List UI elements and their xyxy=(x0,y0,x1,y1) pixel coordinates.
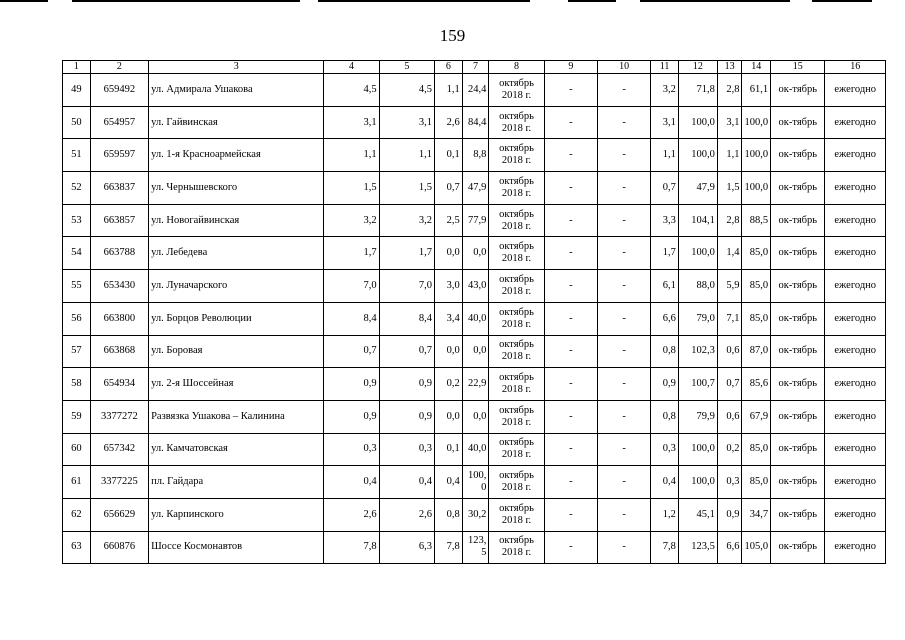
row-number: 54 xyxy=(63,237,91,270)
col4-value: 1,7 xyxy=(324,237,379,270)
table-row xyxy=(63,139,886,172)
col7-value: 47,9 xyxy=(462,172,489,205)
frequency: ежегодно xyxy=(825,400,886,433)
col7-value: 0,0 xyxy=(462,335,489,368)
col9-value: - xyxy=(544,139,597,172)
col5-value: 1,5 xyxy=(379,172,434,205)
col6-value: 3,0 xyxy=(435,270,463,303)
frequency: ежегодно xyxy=(825,498,886,531)
frequency: ежегодно xyxy=(825,139,886,172)
col13-value: 2,8 xyxy=(717,204,742,237)
col5-value: 0,4 xyxy=(379,466,434,499)
col11-value: 6,6 xyxy=(651,302,679,335)
road-id: 659597 xyxy=(90,139,148,172)
col10-value: - xyxy=(597,335,650,368)
col7-value: 0,0 xyxy=(462,237,489,270)
col11-value: 0,4 xyxy=(651,466,679,499)
col12-value: 100,0 xyxy=(678,106,717,139)
col10-value: - xyxy=(597,368,650,401)
col13-value: 0,7 xyxy=(717,368,742,401)
col11-value: 0,8 xyxy=(651,335,679,368)
street-name: Развязка Ушакова – Калинина xyxy=(149,400,324,433)
col5-value: 3,1 xyxy=(379,106,434,139)
row-number: 61 xyxy=(63,466,91,499)
column-header-4: 4 xyxy=(324,61,379,74)
inspection-date: октябрь 2018 г. xyxy=(489,172,544,205)
col7-value: 77,9 xyxy=(462,204,489,237)
col9-value: - xyxy=(544,237,597,270)
period: ок-тябрь xyxy=(771,139,825,172)
street-name: ул. Лебедева xyxy=(149,237,324,270)
col11-value: 1,2 xyxy=(651,498,679,531)
col14-value: 87,0 xyxy=(742,335,771,368)
col10-value: - xyxy=(597,270,650,303)
col12-value: 100,0 xyxy=(678,433,717,466)
road-id: 663788 xyxy=(90,237,148,270)
street-name: ул. Чернышевского xyxy=(149,172,324,205)
page-number: 159 xyxy=(439,26,466,45)
col11-value: 3,2 xyxy=(651,74,679,107)
col4-value: 2,6 xyxy=(324,498,379,531)
period: ок-тябрь xyxy=(771,204,825,237)
inspection-date: октябрь 2018 г. xyxy=(489,466,544,499)
period: ок-тябрь xyxy=(771,433,825,466)
col4-value: 0,9 xyxy=(324,368,379,401)
col4-value: 4,5 xyxy=(324,74,379,107)
col6-value: 3,4 xyxy=(435,302,463,335)
table-row xyxy=(63,302,886,335)
col13-value: 0,2 xyxy=(717,433,742,466)
col7-value: 100,0 xyxy=(462,466,489,499)
col6-value: 0,8 xyxy=(435,498,463,531)
col6-value: 2,6 xyxy=(435,106,463,139)
column-number-row xyxy=(63,61,886,74)
period: ок-тябрь xyxy=(771,270,825,303)
road-id: 654957 xyxy=(90,106,148,139)
col12-value: 100,0 xyxy=(678,139,717,172)
inspection-date: октябрь 2018 г. xyxy=(489,74,544,107)
col14-value: 88,5 xyxy=(742,204,771,237)
row-number: 58 xyxy=(63,368,91,401)
row-number: 59 xyxy=(63,400,91,433)
col9-value: - xyxy=(544,400,597,433)
table-row xyxy=(63,270,886,303)
table-row xyxy=(63,172,886,205)
col12-value: 88,0 xyxy=(678,270,717,303)
row-number: 53 xyxy=(63,204,91,237)
col13-value: 5,9 xyxy=(717,270,742,303)
col12-value: 100,7 xyxy=(678,368,717,401)
column-header-1: 1 xyxy=(63,61,91,74)
road-id: 659492 xyxy=(90,74,148,107)
col6-value: 0,7 xyxy=(435,172,463,205)
col11-value: 0,9 xyxy=(651,368,679,401)
col9-value: - xyxy=(544,433,597,466)
col10-value: - xyxy=(597,498,650,531)
col6-value: 2,5 xyxy=(435,204,463,237)
col6-value: 0,2 xyxy=(435,368,463,401)
col9-value: - xyxy=(544,106,597,139)
col13-value: 7,1 xyxy=(717,302,742,335)
col13-value: 1,1 xyxy=(717,139,742,172)
col5-value: 0,3 xyxy=(379,433,434,466)
col11-value: 1,7 xyxy=(651,237,679,270)
period: ок-тябрь xyxy=(771,498,825,531)
row-number: 55 xyxy=(63,270,91,303)
col14-value: 67,9 xyxy=(742,400,771,433)
column-header-7: 7 xyxy=(462,61,489,74)
col12-value: 79,0 xyxy=(678,302,717,335)
inspection-date: октябрь 2018 г. xyxy=(489,270,544,303)
col4-value: 0,7 xyxy=(324,335,379,368)
inspection-date: октябрь 2018 г. xyxy=(489,498,544,531)
col6-value: 0,1 xyxy=(435,433,463,466)
col7-value: 8,8 xyxy=(462,139,489,172)
frequency: ежегодно xyxy=(825,368,886,401)
col9-value: - xyxy=(544,531,597,564)
col14-value: 85,6 xyxy=(742,368,771,401)
column-header-6: 6 xyxy=(435,61,463,74)
col10-value: - xyxy=(597,302,650,335)
table-row xyxy=(63,433,886,466)
inspection-date: октябрь 2018 г. xyxy=(489,204,544,237)
col10-value: - xyxy=(597,466,650,499)
column-header-2: 2 xyxy=(90,61,148,74)
table-row xyxy=(63,106,886,139)
period: ок-тябрь xyxy=(771,302,825,335)
road-id: 663868 xyxy=(90,335,148,368)
col14-value: 105,0 xyxy=(742,531,771,564)
col4-value: 1,5 xyxy=(324,172,379,205)
inspection-date: октябрь 2018 г. xyxy=(489,335,544,368)
col10-value: - xyxy=(597,400,650,433)
col13-value: 6,6 xyxy=(717,531,742,564)
frequency: ежегодно xyxy=(825,531,886,564)
inspection-date: октябрь 2018 г. xyxy=(489,106,544,139)
period: ок-тябрь xyxy=(771,400,825,433)
table-row xyxy=(63,368,886,401)
col4-value: 3,2 xyxy=(324,204,379,237)
column-header-9: 9 xyxy=(544,61,597,74)
column-header-8: 8 xyxy=(489,61,544,74)
col4-value: 7,0 xyxy=(324,270,379,303)
column-header-5: 5 xyxy=(379,61,434,74)
col5-value: 0,9 xyxy=(379,400,434,433)
col11-value: 0,7 xyxy=(651,172,679,205)
col9-value: - xyxy=(544,172,597,205)
col10-value: - xyxy=(597,172,650,205)
col13-value: 0,9 xyxy=(717,498,742,531)
frequency: ежегодно xyxy=(825,466,886,499)
period: ок-тябрь xyxy=(771,466,825,499)
row-number: 49 xyxy=(63,74,91,107)
col14-value: 85,0 xyxy=(742,237,771,270)
frequency: ежегодно xyxy=(825,335,886,368)
col6-value: 0,1 xyxy=(435,139,463,172)
frequency: ежегодно xyxy=(825,302,886,335)
col10-value: - xyxy=(597,433,650,466)
street-name: Шоссе Космонавтов xyxy=(149,531,324,564)
col5-value: 1,1 xyxy=(379,139,434,172)
period: ок-тябрь xyxy=(771,74,825,107)
col11-value: 7,8 xyxy=(651,531,679,564)
col14-value: 85,0 xyxy=(742,433,771,466)
col6-value: 0,4 xyxy=(435,466,463,499)
row-number: 51 xyxy=(63,139,91,172)
col12-value: 123,5 xyxy=(678,531,717,564)
table-row xyxy=(63,531,886,564)
col11-value: 0,8 xyxy=(651,400,679,433)
col14-value: 100,0 xyxy=(742,106,771,139)
col12-value: 104,1 xyxy=(678,204,717,237)
road-id: 663857 xyxy=(90,204,148,237)
period: ок-тябрь xyxy=(771,172,825,205)
top-border-line xyxy=(0,0,905,4)
col11-value: 1,1 xyxy=(651,139,679,172)
table-row xyxy=(63,74,886,107)
period: ок-тябрь xyxy=(771,531,825,564)
table-row xyxy=(63,466,886,499)
col14-value: 100,0 xyxy=(742,139,771,172)
col11-value: 3,3 xyxy=(651,204,679,237)
col5-value: 7,0 xyxy=(379,270,434,303)
road-id: 3377272 xyxy=(90,400,148,433)
col4-value: 1,1 xyxy=(324,139,379,172)
col7-value: 40,0 xyxy=(462,302,489,335)
frequency: ежегодно xyxy=(825,204,886,237)
row-number: 60 xyxy=(63,433,91,466)
row-number: 52 xyxy=(63,172,91,205)
street-name: ул. Луначарского xyxy=(149,270,324,303)
col12-value: 100,0 xyxy=(678,466,717,499)
street-name: пл. Гайдара xyxy=(149,466,324,499)
col6-value: 7,8 xyxy=(435,531,463,564)
road-id: 657342 xyxy=(90,433,148,466)
road-id: 656629 xyxy=(90,498,148,531)
table-row xyxy=(63,400,886,433)
col11-value: 6,1 xyxy=(651,270,679,303)
column-header-15: 15 xyxy=(771,61,825,74)
road-id: 660876 xyxy=(90,531,148,564)
street-name: ул. Камчатовская xyxy=(149,433,324,466)
col9-value: - xyxy=(544,302,597,335)
col12-value: 47,9 xyxy=(678,172,717,205)
col14-value: 34,7 xyxy=(742,498,771,531)
col5-value: 4,5 xyxy=(379,74,434,107)
col4-value: 3,1 xyxy=(324,106,379,139)
col4-value: 7,8 xyxy=(324,531,379,564)
inspection-date: октябрь 2018 г. xyxy=(489,237,544,270)
table-row xyxy=(63,204,886,237)
col14-value: 85,0 xyxy=(742,270,771,303)
period: ок-тябрь xyxy=(771,335,825,368)
col12-value: 79,9 xyxy=(678,400,717,433)
col10-value: - xyxy=(597,74,650,107)
street-name: ул. 2-я Шоссейная xyxy=(149,368,324,401)
col13-value: 0,6 xyxy=(717,400,742,433)
col5-value: 8,4 xyxy=(379,302,434,335)
inspection-date: октябрь 2018 г. xyxy=(489,400,544,433)
col9-value: - xyxy=(544,498,597,531)
col13-value: 2,8 xyxy=(717,74,742,107)
column-header-3: 3 xyxy=(149,61,324,74)
col9-value: - xyxy=(544,335,597,368)
col5-value: 0,9 xyxy=(379,368,434,401)
period: ок-тябрь xyxy=(771,106,825,139)
inspection-date: октябрь 2018 г. xyxy=(489,368,544,401)
col9-value: - xyxy=(544,204,597,237)
col7-value: 40,0 xyxy=(462,433,489,466)
column-header-13: 13 xyxy=(717,61,742,74)
col12-value: 71,8 xyxy=(678,74,717,107)
col12-value: 102,3 xyxy=(678,335,717,368)
inspection-date: октябрь 2018 г. xyxy=(489,531,544,564)
road-id: 663800 xyxy=(90,302,148,335)
col5-value: 2,6 xyxy=(379,498,434,531)
street-name: ул. Новогайвинская xyxy=(149,204,324,237)
table-row xyxy=(63,335,886,368)
col13-value: 0,6 xyxy=(717,335,742,368)
street-name: ул. 1-я Красноармейская xyxy=(149,139,324,172)
street-name: ул. Борцов Революции xyxy=(149,302,324,335)
table-row xyxy=(63,237,886,270)
road-id: 663837 xyxy=(90,172,148,205)
row-number: 50 xyxy=(63,106,91,139)
inspection-date: октябрь 2018 г. xyxy=(489,433,544,466)
col14-value: 100,0 xyxy=(742,172,771,205)
col5-value: 3,2 xyxy=(379,204,434,237)
col11-value: 3,1 xyxy=(651,106,679,139)
street-name: ул. Гайвинская xyxy=(149,106,324,139)
col4-value: 0,4 xyxy=(324,466,379,499)
col7-value: 22,9 xyxy=(462,368,489,401)
col7-value: 84,4 xyxy=(462,106,489,139)
col7-value: 30,2 xyxy=(462,498,489,531)
inspection-date: октябрь 2018 г. xyxy=(489,302,544,335)
col13-value: 0,3 xyxy=(717,466,742,499)
road-id: 3377225 xyxy=(90,466,148,499)
road-id: 654934 xyxy=(90,368,148,401)
col7-value: 43,0 xyxy=(462,270,489,303)
column-header-11: 11 xyxy=(651,61,679,74)
col6-value: 0,0 xyxy=(435,400,463,433)
col5-value: 1,7 xyxy=(379,237,434,270)
table-row xyxy=(63,498,886,531)
col10-value: - xyxy=(597,106,650,139)
period: ок-тябрь xyxy=(771,368,825,401)
col13-value: 3,1 xyxy=(717,106,742,139)
col14-value: 85,0 xyxy=(742,302,771,335)
row-number: 62 xyxy=(63,498,91,531)
col12-value: 45,1 xyxy=(678,498,717,531)
road-data-table xyxy=(62,60,886,564)
row-number: 56 xyxy=(63,302,91,335)
col4-value: 0,3 xyxy=(324,433,379,466)
frequency: ежегодно xyxy=(825,433,886,466)
column-header-14: 14 xyxy=(742,61,771,74)
col5-value: 6,3 xyxy=(379,531,434,564)
col7-value: 24,4 xyxy=(462,74,489,107)
col6-value: 0,0 xyxy=(435,237,463,270)
col4-value: 8,4 xyxy=(324,302,379,335)
col9-value: - xyxy=(544,368,597,401)
col9-value: - xyxy=(544,74,597,107)
frequency: ежегодно xyxy=(825,270,886,303)
col14-value: 61,1 xyxy=(742,74,771,107)
row-number: 57 xyxy=(63,335,91,368)
col11-value: 0,3 xyxy=(651,433,679,466)
row-number: 63 xyxy=(63,531,91,564)
column-header-10: 10 xyxy=(597,61,650,74)
col10-value: - xyxy=(597,531,650,564)
col9-value: - xyxy=(544,270,597,303)
column-header-16: 16 xyxy=(825,61,886,74)
table-body xyxy=(63,74,886,564)
street-name: ул. Карпинского xyxy=(149,498,324,531)
col13-value: 1,5 xyxy=(717,172,742,205)
col12-value: 100,0 xyxy=(678,237,717,270)
col7-value: 0,0 xyxy=(462,400,489,433)
column-header-12: 12 xyxy=(678,61,717,74)
col13-value: 1,4 xyxy=(717,237,742,270)
col14-value: 85,0 xyxy=(742,466,771,499)
col6-value: 0,0 xyxy=(435,335,463,368)
col5-value: 0,7 xyxy=(379,335,434,368)
street-name: ул. Адмирала Ушакова xyxy=(149,74,324,107)
col4-value: 0,9 xyxy=(324,400,379,433)
inspection-date: октябрь 2018 г. xyxy=(489,139,544,172)
frequency: ежегодно xyxy=(825,237,886,270)
road-id: 653430 xyxy=(90,270,148,303)
frequency: ежегодно xyxy=(825,74,886,107)
col6-value: 1,1 xyxy=(435,74,463,107)
col10-value: - xyxy=(597,204,650,237)
col10-value: - xyxy=(597,237,650,270)
street-name: ул. Боровая xyxy=(149,335,324,368)
period: ок-тябрь xyxy=(771,237,825,270)
col10-value: - xyxy=(597,139,650,172)
frequency: ежегодно xyxy=(825,172,886,205)
col7-value: 123,5 xyxy=(462,531,489,564)
col9-value: - xyxy=(544,466,597,499)
frequency: ежегодно xyxy=(825,106,886,139)
